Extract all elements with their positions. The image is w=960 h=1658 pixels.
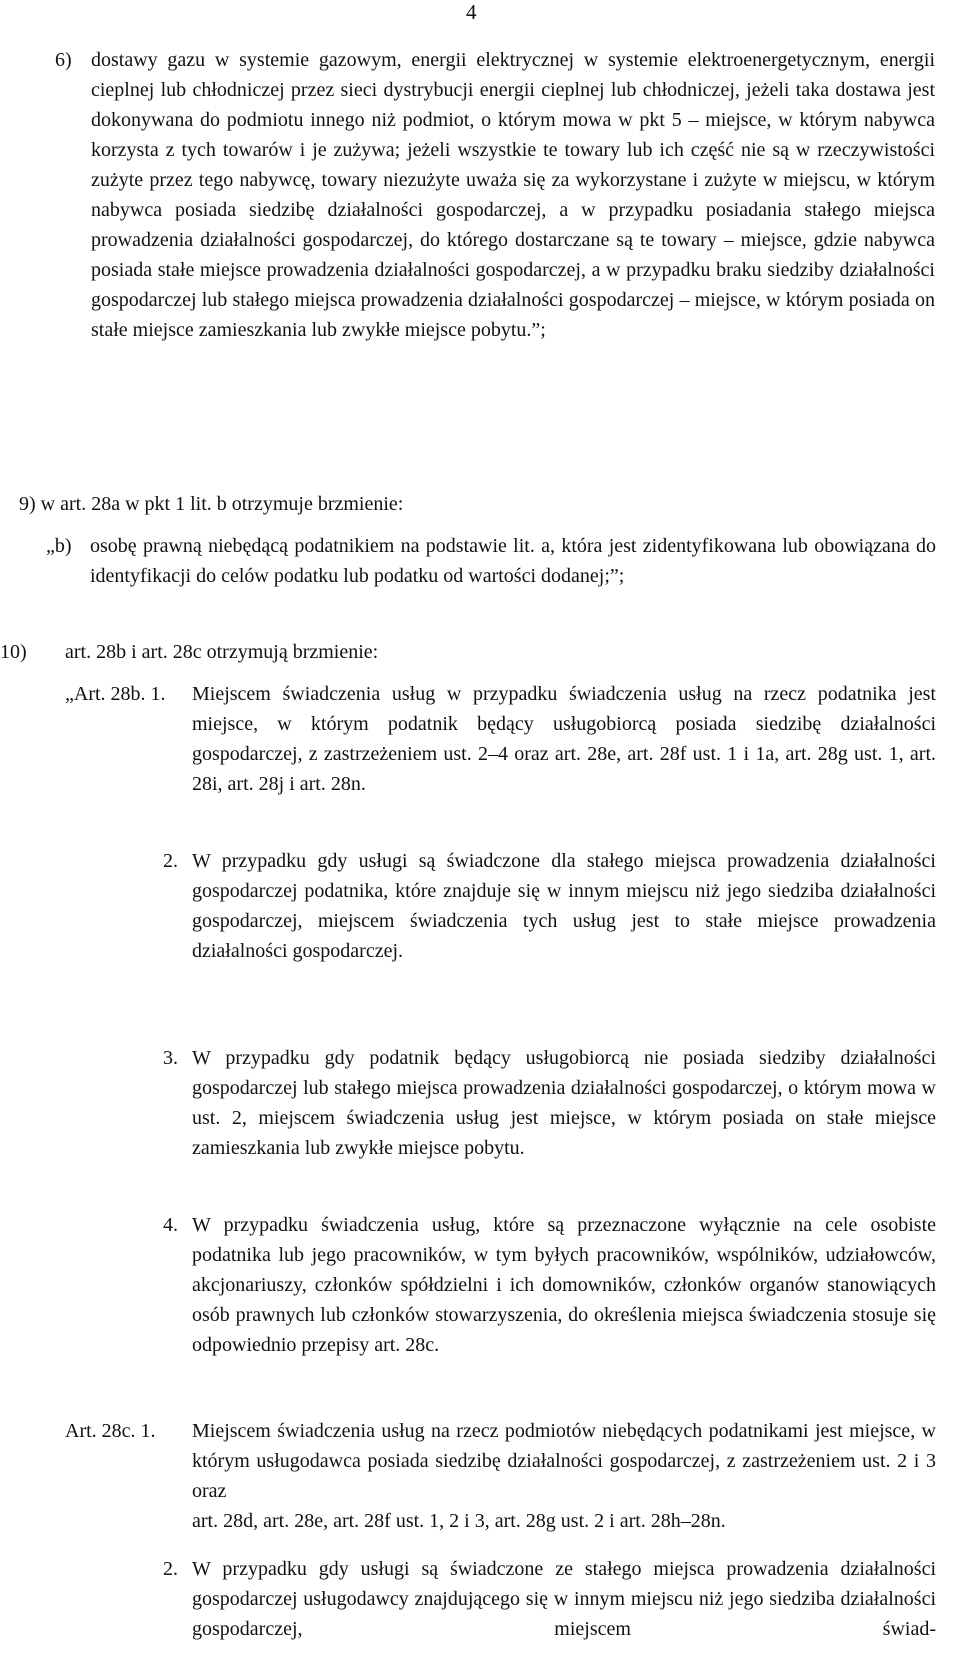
article-label: „Art. 28b. 1.	[65, 683, 166, 705]
paragraph-number: 2.	[163, 850, 178, 872]
paragraph-number: 2.	[163, 1558, 178, 1580]
quoted-provision-b	[46, 531, 936, 591]
paragraph-text: Miejscem świadczenia usług na rzecz podmiotów niebędących podatnikami jest miejsce, w którym usługodawca posiada siedzibę działalności gospodarczej, z zastrzeżeniem ust. 2 i 3 oraz	[192, 1420, 936, 1502]
paragraph-text: W przypadku świadczenia usług, które są przeznaczone wyłącznie na cele osobiste podatnika lub jego pracowników, w tym byłych pracowników, wspólników, udziałowców, akcjonariuszy, członków spółdzielni i ich domowników, członków organów stanowiących osób prawnych lub członków stowarzyszenia, do określenia miejsca świadczenia stosuje się odpowiednio przepisy art. 28c.	[192, 1214, 936, 1356]
quoted-provision-label: „b)	[46, 535, 72, 557]
paragraph-text: Miejscem świadczenia usług w przypadku świadczenia usług na rzecz podatnika jest miejsce, w którym podatnik będący usługobiorcą posiada siedzibę działalności gospodarczej, z zastrzeżeniem ust. 2–4 oraz art. 28e, art. 28f ust. 1 i 1a, art. 28g ust. 1, art. 28i, art. 28j i art. 28n.	[192, 683, 936, 795]
list-item-label: 6)	[55, 49, 72, 71]
paragraph-number: 4.	[163, 1214, 178, 1236]
article-28b-paragraph-1	[65, 679, 936, 799]
list-item-text: dostawy gazu w systemie gazowym, energii elektrycznej w systemie elektroenergetycznym, energii cieplnej lub chłodniczej przez sieci dystrybucji energii cieplnej lub chłodniczej, jeżeli taka dostawa jest dokonywana do podmiotu innego niż podmiot, o którym mowa w pkt 5 – miejsce, w którym nabywca korzysta z tych towarów i je zużywa; jeżeli wszystkie te towary lub ich część nie są w rzeczywistości zużyte przez tego nabywcę, towary niezużyte uważa się za wykorzystane i zużyte w miejscu, w którym nabywca posiada siedzibę działalności gospodarczej, a w przypadku posiadania stałego miejsca prowadzenia działalności gospodarczej, do którego dostarczane są te towary – miejsce, gdzie nabywca posiada stałe miejsce prowadzenia działalności gospodarczej, a w przypadku braku siedziby działalności gospodarczej lub stałego miejsca prowadzenia działalności gospodarczej – miejsce, w którym posiada on stałe miejsce zamieszkania lub zwykłe miejsce pobytu.”;	[91, 49, 935, 341]
paragraph-text: W przypadku gdy usługi są świadczone ze stałego miejsca prowadzenia działalności gospodarczej usługodawcy znajdującego się w innym miejscu niż jego siedziba działalności gospodarczej, miejscem świad-	[192, 1558, 936, 1640]
page-number: 4	[466, 0, 477, 24]
paragraph-text: W przypadku gdy usługi są świadczone dla stałego miejsca prowadzenia działalności gospodarczej podatnika, które znajduje się w innym miejscu niż jego siedziba działalności gospodarczej, miejscem świadczenia tych usług jest to stałe miejsce prowadzenia działalności gospodarczej.	[192, 850, 936, 962]
list-item-9: 9) w art. 28a w pkt 1 lit. b otrzymuje brzmienie:	[19, 493, 404, 515]
article-label: Art. 28c. 1.	[65, 1420, 156, 1442]
article-28b-paragraph-2	[65, 846, 936, 966]
list-item-text: art. 28b i art. 28c otrzymują brzmienie:	[65, 641, 379, 663]
article-28c-paragraph-1	[65, 1416, 936, 1536]
list-item-6	[55, 45, 935, 345]
paragraph-text-continuation: art. 28d, art. 28e, art. 28f ust. 1, 2 i 3, art. 28g ust. 2 i art. 28h–28n.	[192, 1510, 726, 1532]
paragraph-text: W przypadku gdy podatnik będący usługobiorcą nie posiada siedziby działalności gospodarczej lub stałego miejsca prowadzenia działalności gospodarczej, o którym mowa w ust. 2, miejscem świadczenia usług jest miejsce, w którym posiada on stałe miejsce zamieszkania lub zwykłe miejsce pobytu.	[192, 1047, 936, 1159]
quoted-provision-text: osobę prawną niebędącą podatnikiem na podstawie lit. a, która jest zidentyfikowana lub obowiązana do identyfikacji do celów podatku lub podatku od wartości dodanej;”;	[90, 535, 936, 587]
article-28b-paragraph-3	[65, 1043, 936, 1163]
paragraph-number: 3.	[163, 1047, 178, 1069]
article-28b-paragraph-4	[65, 1210, 936, 1360]
list-item-label: 10)	[0, 641, 27, 663]
article-28c-paragraph-2	[65, 1554, 936, 1644]
